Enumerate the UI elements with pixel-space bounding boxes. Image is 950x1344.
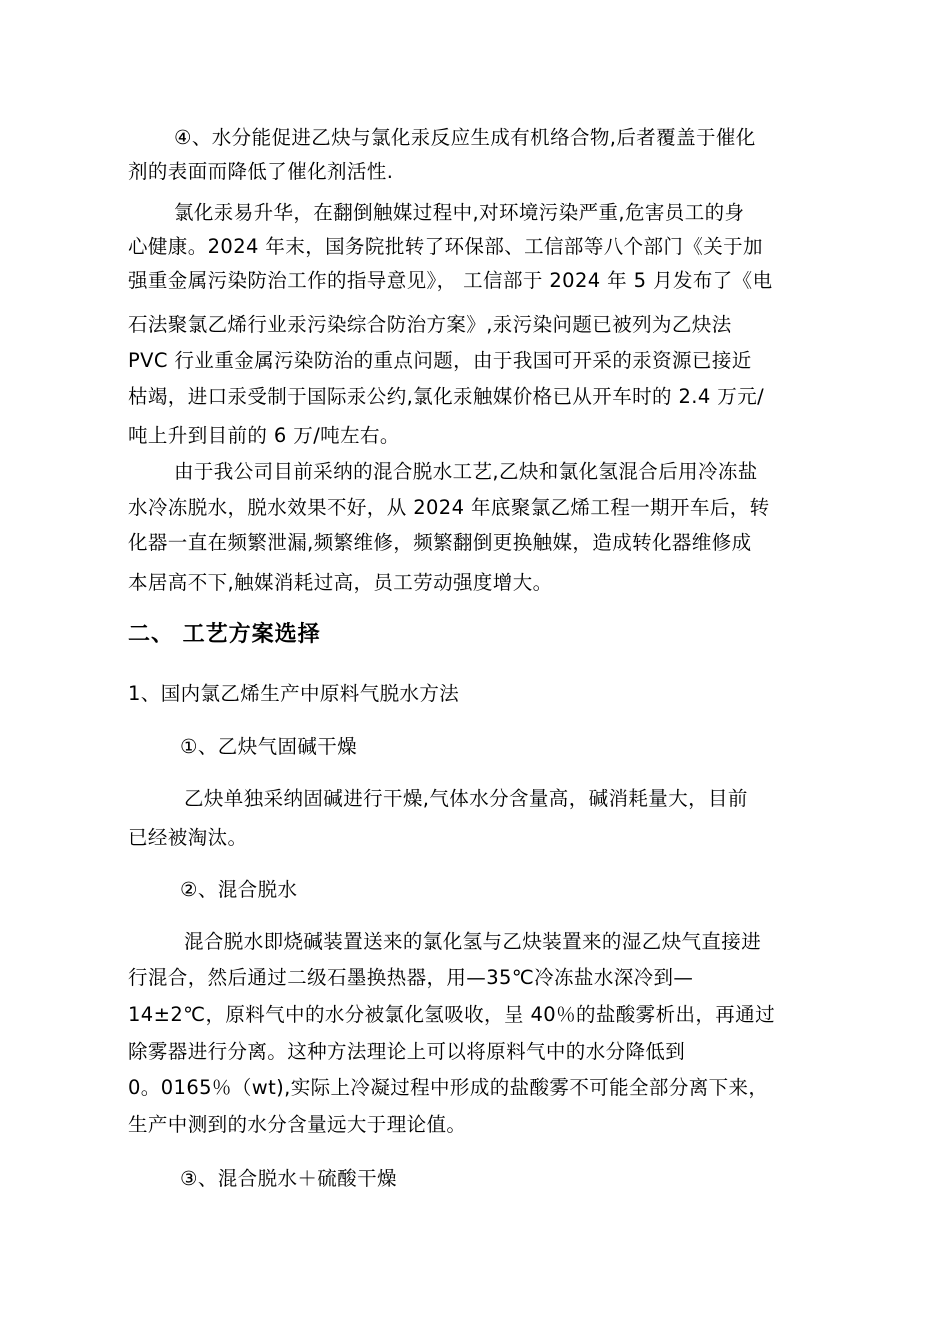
text-line: 除雾器进行分离。这种方法理论上可以将原料气中的水分降低到 xyxy=(128,1040,686,1063)
text-line: PVC 行业重金属污染防治的重点问题，由于我国可开采的汞资源已接近 xyxy=(128,349,752,372)
text-line: 心健康。2024 年末，国务院批转了环保部、工信部等八个部门《关于加 xyxy=(128,235,763,258)
text-line: 石法聚氯乙烯行业汞污染综合防治方案》,汞污染问题已被列为乙炔法 xyxy=(128,313,732,336)
list-item-title: ③、混合脱水＋硫酸干燥 xyxy=(180,1167,397,1190)
text-line: 本居高不下,触媒消耗过高，员工劳动强度增大。 xyxy=(128,571,553,594)
text-line: 已经被淘汰。 xyxy=(128,826,248,849)
text-line: 乙炔单独采纳固碱进行干燥,气体水分含量高，碱消耗量大，目前 xyxy=(184,787,748,810)
text-line: 混合脱水即烧碱装置送来的氯化氢与乙炔装置来的湿乙炔气直接进 xyxy=(184,930,762,953)
text-line: 生产中测到的水分含量远大于理论值。 xyxy=(128,1113,467,1136)
text-line: 由于我公司目前采纳的混合脱水工艺,乙炔和氯化氢混合后用冷冻盐 xyxy=(174,460,758,483)
text-line: 强重金属污染防治工作的指导意见》， 工信部于 2024 年 5 月发布了《电 xyxy=(128,269,773,292)
text-line: ④、水分能促进乙炔与氯化汞反应生成有机络合物,后者覆盖于催化 xyxy=(174,126,756,149)
list-item-title: ①、乙炔气固碱干燥 xyxy=(180,735,358,758)
section-heading: 二、 工艺方案选择 xyxy=(128,622,321,647)
text-line: 吨上升到目前的 6 万/吨左右。 xyxy=(128,424,400,447)
text-line: 行混合，然后通过二级石墨换热器，用—35℃冷冻盐水深冷到— xyxy=(128,966,694,989)
text-line: 枯竭，进口汞受制于国际汞公约,氯化汞触媒价格已从开车时的 2.4 万元/ xyxy=(128,385,765,408)
text-line: 0。0165％（wt),实际上冷凝过程中形成的盐酸雾不可能全部分离下来， xyxy=(128,1076,769,1099)
text-line: 14±2℃，原料气中的水分被氯化氢吸收，呈 40％的盐酸雾析出，再通过 xyxy=(128,1003,775,1026)
text-line: 水冷冻脱水，脱水效果不好，从 2024 年底聚氯乙烯工程一期开车后，转 xyxy=(128,496,770,519)
subsection-title: 1、国内氯乙烯生产中原料气脱水方法 xyxy=(128,682,460,705)
text-line: 剂的表面而降低了催化剂活性. xyxy=(128,160,394,183)
text-line: 化器一直在频繁泄漏,频繁维修，频繁翻倒更换触媒，造成转化器维修成 xyxy=(128,531,752,554)
text-line: 氯化汞易升华，在翻倒触媒过程中,对环境污染严重,危害员工的身 xyxy=(174,201,745,224)
list-item-title: ②、混合脱水 xyxy=(180,878,298,901)
